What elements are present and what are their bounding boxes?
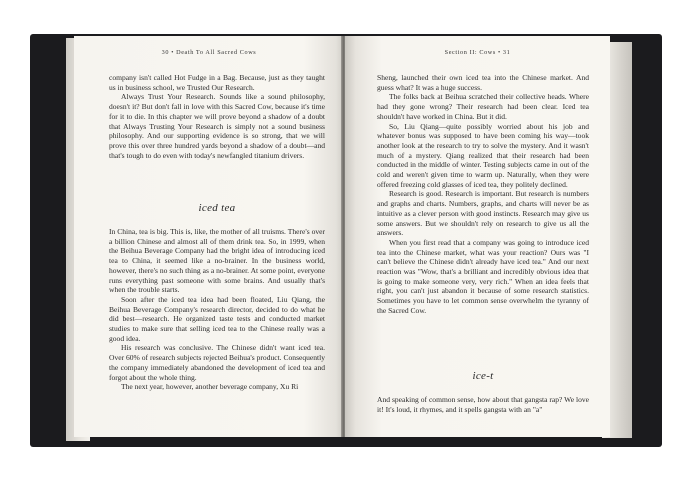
section-title-ice-t: ice-t (472, 370, 494, 382)
left-page (74, 36, 344, 437)
paragraph: The folks back at Beihua scratched their collective heads. Where had they gone wrong? Their research had been clear. Iced tea shouldn't have worked in China. But it did. (377, 92, 589, 121)
paragraph: The next year, however, another beverage company, Xu Ri (121, 382, 299, 392)
left-text-block-2 (109, 227, 325, 392)
paragraph: company isn't called Hot Fudge in a Bag. Because, just as they taught us in business school, we Trusted Our Research. (109, 73, 325, 92)
left-running-header: 30 • Death To All Sacred Cows (161, 49, 257, 56)
paragraph: When you first read that a company was going to introduce iced tea into the Chinese market, what was your reaction? Ours was "I can't believe the Chinese didn't already have iced tea." And our next reaction was "Wow, that's a brilliant and incredibly obvious idea that is going to make someone very, very rich." When an idea feels that right, you can't just abandon it because of some research statistics. Sometimes you have to let common sense overwhelm the tyranny of the Sacred Cow. (377, 237, 589, 315)
paragraph: Always Trust Your Research. Sounds like a sound philosophy, doesn't it? But don't fall in love with this Sacred Cow, because it's time for it to die. In this chapter we will prove beyond a shadow of a doubt that Always Trusting Your Research is simply not a sound business philosophy. And our supporting evidence is so strong, that we will prove this over three hundred yards beyond a shadow of a doubt—and that's tough to do even with today's newfangled titanium drivers. (109, 92, 325, 160)
paragraph: And speaking of common sense, how about that gangsta rap? We love it! It's loud, it rhymes, and it spells gangsta with an "a" (377, 395, 589, 414)
paragraph: In China, tea is big. This is, like, the mother of all truisms. There's over a billion Chinese and almost all of them drink tea. So, in 1999, when the Beihua Beverage Company had the bright idea of introducing iced tea to China, it seemed like a no-brainer. In the business world, however, there's no such thing as a no-brainer. At some point, everyone runs everything past someone with some brains. And usually that's when the trouble starts. (109, 227, 325, 295)
paragraph: So, Liu Qiang—quite possibly worried about his job and whatever bonus was supposed to have been coming his way—took another look at the research to try to solve the mystery. And it wasn't much of a mystery. Qiang realized that their research had been conducted in the middle of winter. Testing subjects came in out of the cold and weren't given time to warm up. Naturally, when they were offered freezing cold glasses of iced tea, they politely declined. (377, 121, 589, 189)
right-running-header: Section II: Cows • 31 (444, 49, 511, 56)
paragraph: Sheng, launched their own iced tea into the Chinese market. And guess what? It was a huge success. (377, 73, 589, 92)
right-text-block-1 (377, 73, 589, 316)
paragraph: His research was conclusive. The Chinese didn't want iced tea. Over 60% of research subjects rejected Beihua's product. Consequently the company immediately abandoned the development of iced tea and forgot about the whole thing. (109, 343, 325, 382)
right-page (345, 36, 610, 437)
section-title-iced-tea: iced tea (198, 202, 236, 214)
paragraph: Research is good. Research is important. But research is numbers and graphs and charts. Numbers, graphs, and charts will never be as intuitive as a clever person with good instincts. Research may give us some answers. But we shouldn't rely on research to give us all the answers. (377, 189, 589, 238)
left-text-block-1 (109, 73, 325, 160)
paragraph: Soon after the iced tea idea had been floated, Liu Qiang, the Beihua Beverage Company's research director, decided to do what he did best—research. He organized taste tests and conducted market studies to make sure that selling iced tea to the Chinese really was a good idea. (109, 294, 325, 343)
right-text-block-2 (377, 395, 589, 414)
